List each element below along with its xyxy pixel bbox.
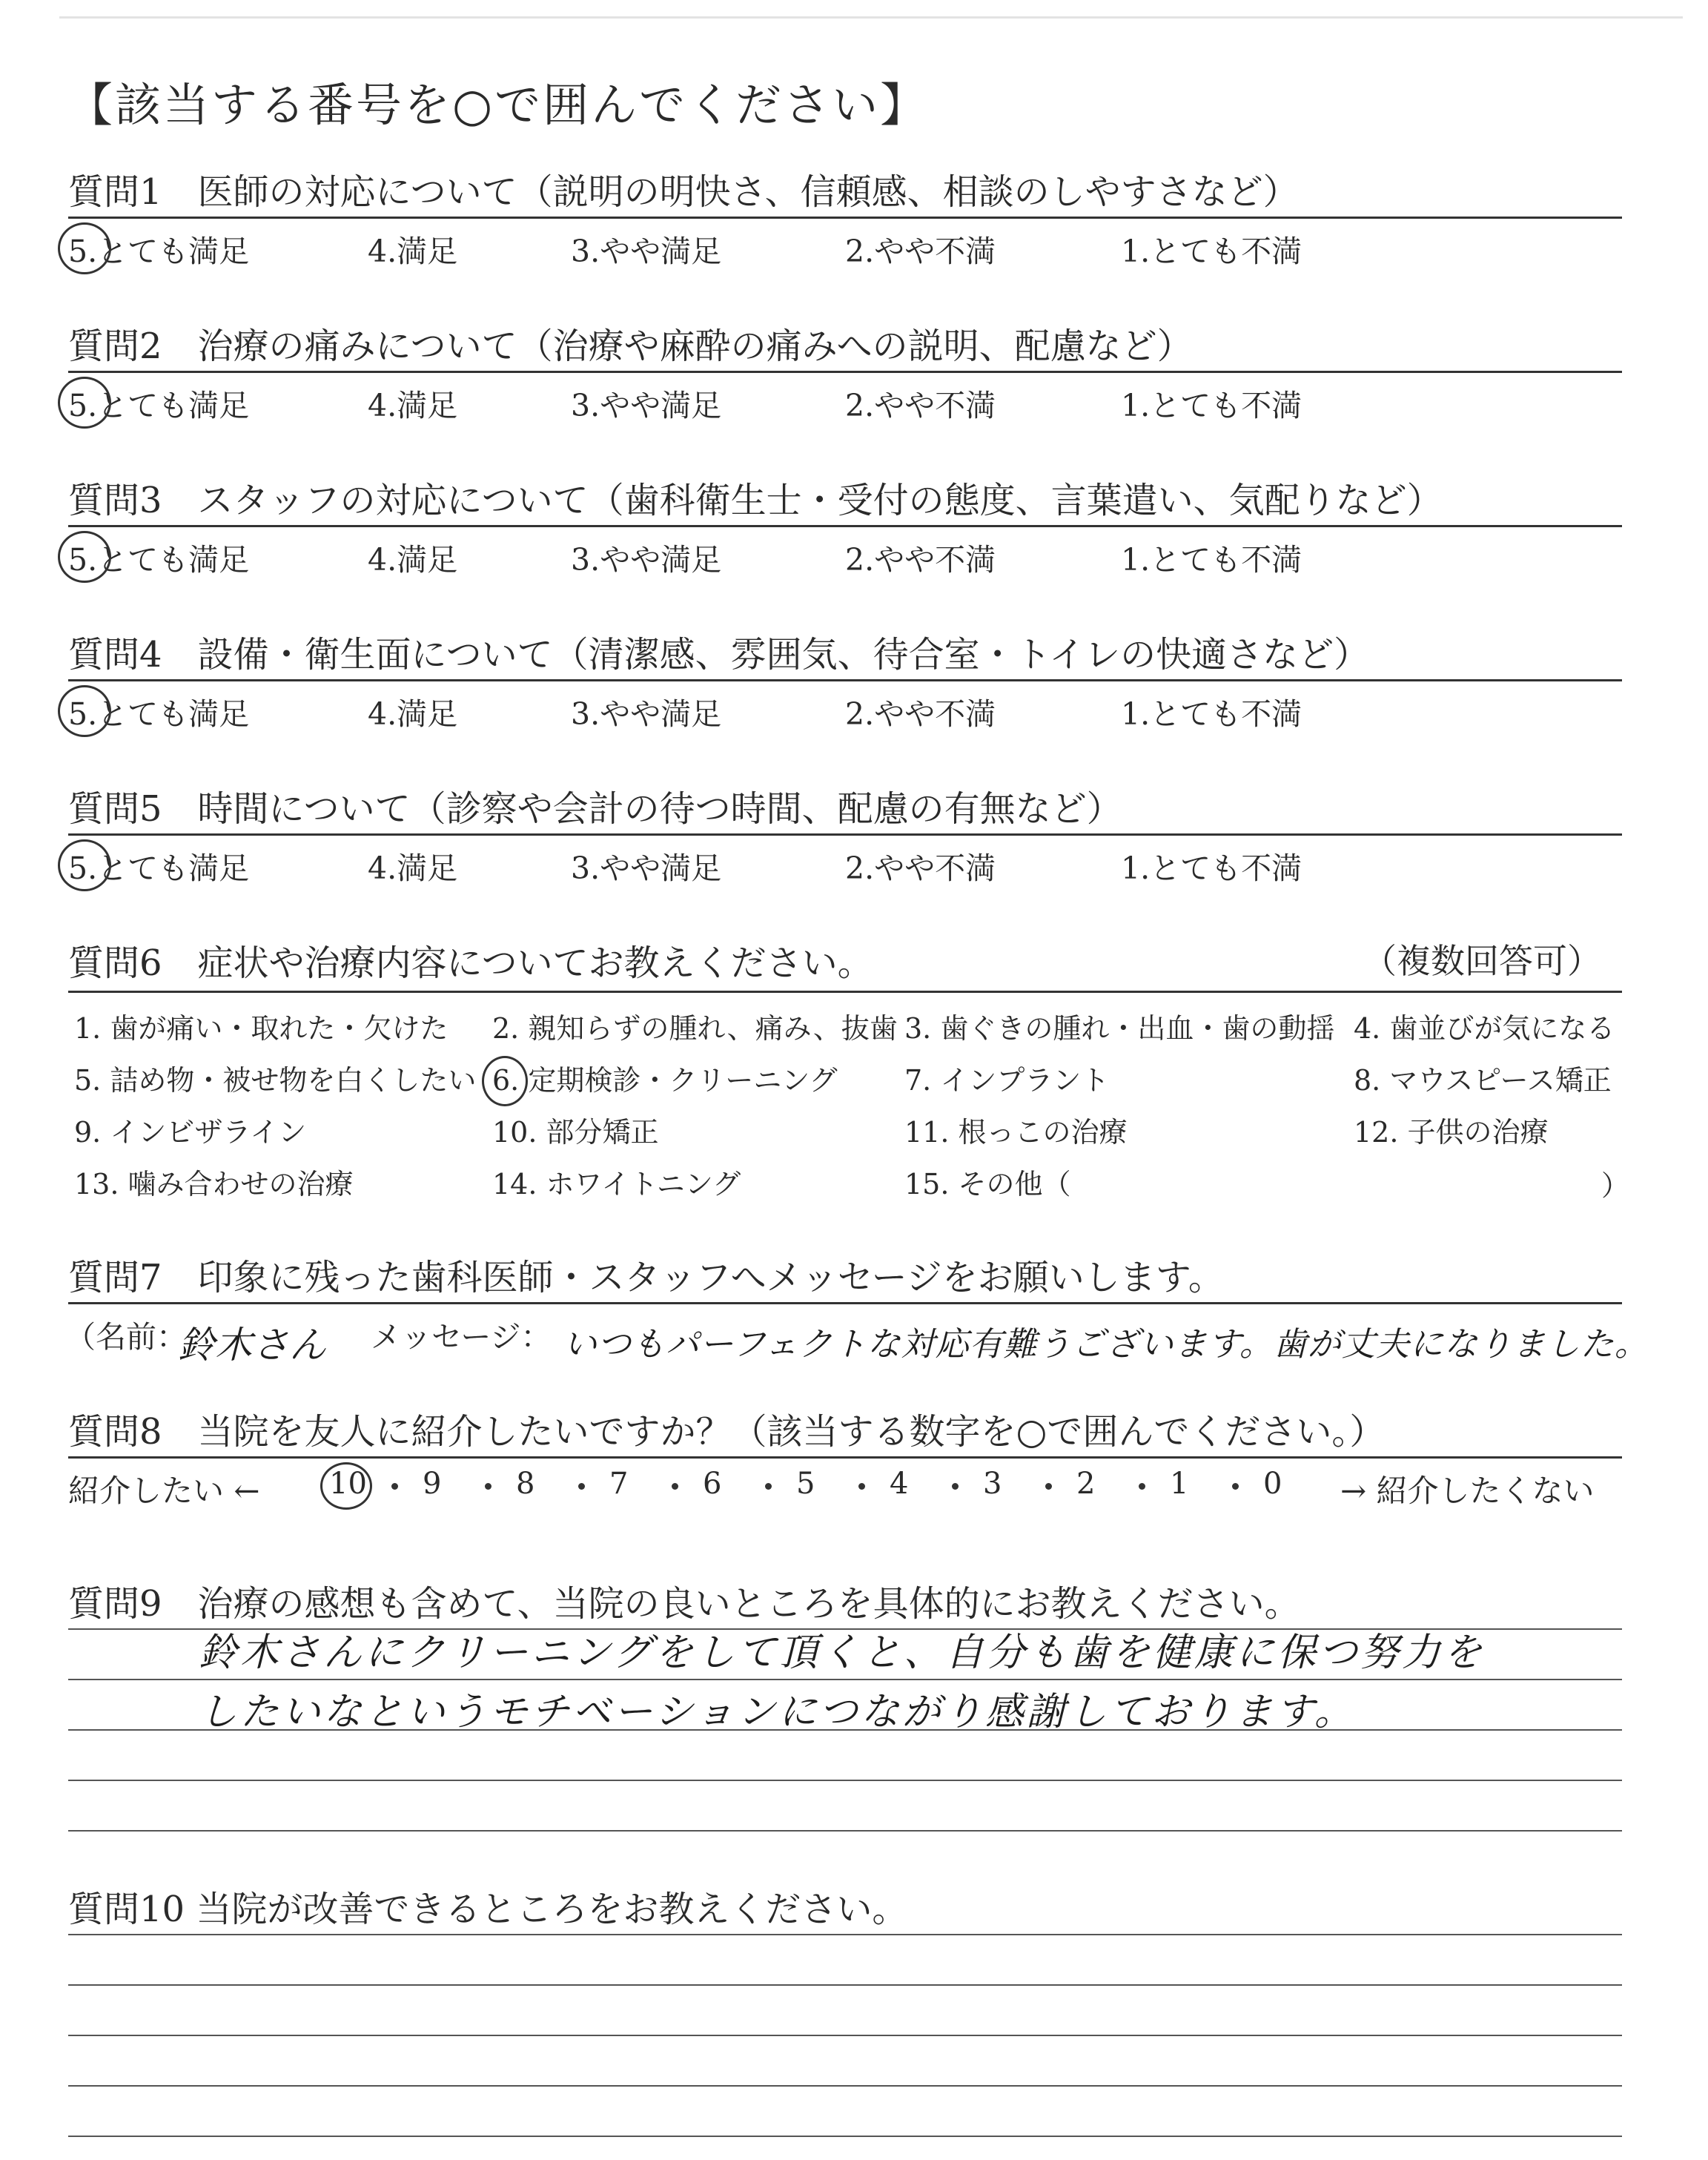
q8-title: 質問8 当院を友人に紹介したいですか？（該当する数字を○で囲んでください。） bbox=[68, 1411, 1386, 1453]
q8-scale-separator bbox=[578, 1483, 585, 1490]
q1-option-4[interactable]: 4.満足 bbox=[368, 234, 458, 269]
q1-option-2[interactable]: 2.やや不満 bbox=[845, 234, 996, 269]
q8-left-label: 紹介したい ← bbox=[68, 1473, 260, 1509]
q8-scale-separator bbox=[858, 1483, 865, 1490]
q10-rule-4 bbox=[68, 2085, 1622, 2087]
q10-rule-3 bbox=[68, 2035, 1622, 2036]
q5-rule bbox=[68, 833, 1622, 836]
q1-option-1[interactable]: 1.とても不満 bbox=[1121, 234, 1302, 269]
q8-scale-separator bbox=[952, 1483, 959, 1490]
q1-option-5[interactable]: 5.とても満足 bbox=[68, 234, 250, 269]
q1-option-3[interactable]: 3.やや満足 bbox=[571, 234, 722, 269]
q3-selection-circle bbox=[58, 531, 111, 583]
q8-scale-separator bbox=[1232, 1483, 1239, 1490]
q2-option-4[interactable]: 4.満足 bbox=[368, 388, 458, 423]
q4-option-4[interactable]: 4.満足 bbox=[368, 696, 458, 732]
q9-answer-line-1: 鈴木さんにクリーニングをして頂くと、自分も歯を健康に保つ努力を bbox=[199, 1631, 1485, 1675]
q6-option-8[interactable]: 8. マウスピース矯正 bbox=[1354, 1064, 1612, 1097]
q8-scale-7[interactable]: 7 bbox=[609, 1467, 629, 1501]
q7-name-label: （名前： bbox=[65, 1319, 187, 1355]
q4-option-3[interactable]: 3.やや満足 bbox=[571, 696, 722, 732]
q8-scale-8[interactable]: 8 bbox=[516, 1467, 535, 1501]
q8-scale-separator bbox=[391, 1483, 398, 1490]
q8-scale-9[interactable]: 9 bbox=[423, 1467, 442, 1501]
q7-message-value: いつもパーフェクトな対応有難うございます。歯が丈夫になりました。 bbox=[563, 1324, 1649, 1364]
q8-scale-separator bbox=[765, 1483, 772, 1490]
q6-option-10[interactable]: 10. 部分矯正 bbox=[492, 1116, 659, 1149]
q8-scale-1[interactable]: 1 bbox=[1170, 1467, 1189, 1501]
q3-option-2[interactable]: 2.やや不満 bbox=[845, 542, 996, 578]
q6-option-12[interactable]: 12. 子供の治療 bbox=[1354, 1116, 1549, 1149]
q8-selection-circle bbox=[320, 1462, 372, 1510]
q3-option-4[interactable]: 4.満足 bbox=[368, 542, 458, 578]
q3-option-5[interactable]: 5.とても満足 bbox=[68, 542, 250, 578]
q2-selection-circle bbox=[58, 377, 111, 429]
q2-title: 質問2 治療の痛みについて（治療や麻酔の痛みへの説明、配慮など） bbox=[68, 326, 1193, 367]
q6-option-5[interactable]: 5. 詰め物・被せ物を白くしたい bbox=[74, 1064, 477, 1097]
q4-title: 質問4 設備・衛生面について（清潔感、雰囲気、待合室・トイレの快適さなど） bbox=[68, 634, 1370, 676]
q6-option-11[interactable]: 11. 根っこの治療 bbox=[904, 1116, 1128, 1149]
q5-option-4[interactable]: 4.満足 bbox=[368, 851, 458, 886]
q2-option-3[interactable]: 3.やや満足 bbox=[571, 388, 722, 423]
q4-option-1[interactable]: 1.とても不満 bbox=[1121, 696, 1302, 732]
q6-multiple-note: （複数回答可） bbox=[1363, 941, 1601, 981]
q10-rule-5 bbox=[68, 2136, 1622, 2137]
q8-scale-2[interactable]: 2 bbox=[1076, 1467, 1096, 1501]
q7-rule bbox=[68, 1302, 1622, 1304]
q1-selection-circle bbox=[58, 222, 111, 274]
q6-rule bbox=[68, 991, 1622, 993]
q6-option-4[interactable]: 4. 歯並びが気になる bbox=[1354, 1012, 1615, 1045]
q6-option-13[interactable]: 13. 噛み合わせの治療 bbox=[74, 1168, 354, 1200]
q2-option-5[interactable]: 5.とても満足 bbox=[68, 388, 250, 423]
q5-option-3[interactable]: 3.やや満足 bbox=[571, 851, 722, 886]
q6-option-2[interactable]: 2. 親知らずの腫れ、痛み、抜歯 bbox=[492, 1012, 898, 1045]
q9-title: 質問9 治療の感想も含めて、当院の良いところを具体的にお教えください。 bbox=[68, 1583, 1300, 1625]
q5-option-5[interactable]: 5.とても満足 bbox=[68, 851, 250, 886]
q3-title: 質問3 スタッフの対応について（歯科衛生士・受付の態度、言葉遣い、気配りなど） bbox=[68, 480, 1443, 521]
q8-scale-5[interactable]: 5 bbox=[796, 1467, 815, 1501]
q8-scale-separator bbox=[1045, 1483, 1052, 1490]
q7-name-value: 鈴木さん bbox=[178, 1324, 326, 1367]
q6-option-7[interactable]: 7. インプラント bbox=[904, 1064, 1110, 1097]
q7-title: 質問7 印象に残った歯科医師・スタッフへメッセージをお願いします。 bbox=[68, 1257, 1224, 1298]
q5-option-2[interactable]: 2.やや不満 bbox=[845, 851, 996, 886]
q8-scale-separator bbox=[485, 1483, 491, 1490]
form-header: 【該当する番号を○で囲んでください】 bbox=[67, 78, 929, 132]
q4-option-5[interactable]: 5.とても満足 bbox=[68, 696, 250, 732]
q9-rule-4 bbox=[68, 1780, 1622, 1781]
q8-scale-separator bbox=[672, 1483, 678, 1490]
q4-option-2[interactable]: 2.やや不満 bbox=[845, 696, 996, 732]
q8-scale-6[interactable]: 6 bbox=[703, 1467, 722, 1501]
q6-option-3[interactable]: 3. 歯ぐきの腫れ・出血・歯の動揺 bbox=[904, 1012, 1335, 1045]
q7-message-label: メッセージ： bbox=[371, 1319, 552, 1355]
q9-answer-line-2: したいなというモチベーションにつながり感謝しております。 bbox=[199, 1690, 1356, 1734]
q1-title: 質問1 医師の対応について（説明の明快さ、信頼感、相談のしやすさなど） bbox=[68, 171, 1299, 213]
q2-rule bbox=[68, 371, 1622, 373]
q10-rule-2 bbox=[68, 1984, 1622, 1986]
q6-option-6[interactable]: 6. 定期検診・クリーニング bbox=[492, 1064, 838, 1097]
q5-option-1[interactable]: 1.とても不満 bbox=[1121, 851, 1302, 886]
q8-scale-separator bbox=[1139, 1483, 1145, 1490]
q3-rule bbox=[68, 525, 1622, 527]
q8-scale-3[interactable]: 3 bbox=[983, 1467, 1002, 1501]
q5-selection-circle bbox=[58, 839, 111, 891]
q4-rule bbox=[68, 679, 1622, 681]
q8-right-label: → 紹介したくない bbox=[1340, 1473, 1595, 1509]
q4-selection-circle bbox=[58, 685, 111, 737]
q3-option-1[interactable]: 1.とても不満 bbox=[1121, 542, 1302, 578]
q6-selection-circle bbox=[482, 1056, 528, 1106]
q5-title: 質問5 時間について（診察や会計の待つ時間、配慮の有無など） bbox=[68, 788, 1122, 830]
q3-option-3[interactable]: 3.やや満足 bbox=[571, 542, 722, 578]
q6-option-15[interactable]: 15. その他（ bbox=[904, 1168, 1071, 1200]
q8-rule bbox=[68, 1456, 1622, 1459]
q6-option-9[interactable]: 9. インビザライン bbox=[74, 1116, 307, 1149]
top-border bbox=[59, 16, 1683, 19]
q6-title: 質問6 症状や治療内容についてお教えください。 bbox=[68, 942, 873, 984]
q2-option-2[interactable]: 2.やや不満 bbox=[845, 388, 996, 423]
q8-scale-0[interactable]: 0 bbox=[1263, 1467, 1282, 1501]
q6-option-1[interactable]: 1. 歯が痛い・取れた・欠けた bbox=[74, 1012, 448, 1045]
q9-rule-5 bbox=[68, 1830, 1622, 1832]
q2-option-1[interactable]: 1.とても不満 bbox=[1121, 388, 1302, 423]
q8-scale-10[interactable]: 10 bbox=[329, 1467, 367, 1501]
q10-rule-1 bbox=[68, 1934, 1622, 1935]
q6-other-close-paren: ） bbox=[1601, 1169, 1630, 1202]
q10-title: 質問10 当院が改善できるところをお教えください。 bbox=[68, 1889, 908, 1930]
q8-scale-4[interactable]: 4 bbox=[890, 1467, 909, 1501]
q1-rule bbox=[68, 217, 1622, 219]
q6-option-14[interactable]: 14. ホワイトニング bbox=[492, 1168, 741, 1200]
